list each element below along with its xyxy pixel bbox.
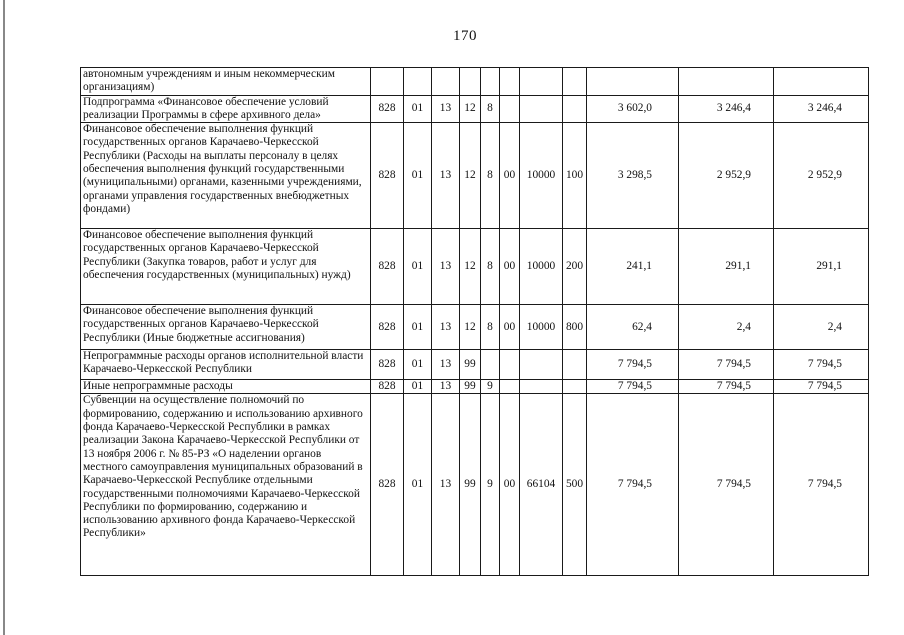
expense-type-code: 200 [563,229,587,305]
expense-name: Финансовое обеспечение выполнения функций государственных органов Карачаево-Черкесской Республики (Расходы на выплаты персоналу в целях обеспечения выполнения функций государственными (муниципальными) органами, казенными учреждениями, органами управления государственных внебюджетных фондами) [81,123,371,229]
program-code: 12 [460,95,481,123]
expense-type-code: 100 [563,123,587,229]
subprogram-code: 9 [481,394,500,576]
subprogram-code: 8 [481,229,500,305]
subsection-code: 13 [432,95,460,123]
amount-year-2: 3 246,4 [679,95,774,123]
amount-year-2: 7 794,5 [679,350,774,380]
table-row [81,350,869,380]
program-code: 99 [460,394,481,576]
main-event-code [500,350,520,380]
section-code [404,68,432,96]
section-code: 01 [404,394,432,576]
section-code: 01 [404,95,432,123]
amount-year-1: 62,4 [587,305,679,350]
budget-table-body [81,68,869,576]
ministry-code: 828 [371,305,404,350]
subprogram-code: 8 [481,305,500,350]
ministry-code: 828 [371,123,404,229]
ministry-code: 828 [371,229,404,305]
amount-year-2: 2,4 [679,305,774,350]
amount-year-3: 291,1 [774,229,869,305]
program-code [460,68,481,96]
expense-type-code: 500 [563,394,587,576]
amount-year-3 [774,68,869,96]
amount-year-3: 7 794,5 [774,350,869,380]
section-code: 01 [404,305,432,350]
amount-year-2: 7 794,5 [679,394,774,576]
amount-year-1 [587,68,679,96]
amount-year-2: 7 794,5 [679,380,774,394]
expense-type-code [563,380,587,394]
table-row [81,394,869,576]
amount-year-3: 7 794,5 [774,380,869,394]
expense-name: Иные непрограммные расходы [81,380,371,394]
amount-year-3: 2 952,9 [774,123,869,229]
table-row [81,305,869,350]
program-code: 99 [460,380,481,394]
program-code: 12 [460,229,481,305]
expense-name: Финансовое обеспечение выполнения функций государственных органов Карачаево-Черкесской Республики (Иные бюджетные ассигнования) [81,305,371,350]
amount-year-1: 3 298,5 [587,123,679,229]
subprogram-code: 9 [481,380,500,394]
expense-name: автономным учреждениям и иным некоммерческим организациям) [81,68,371,96]
amount-year-1: 241,1 [587,229,679,305]
amount-year-1: 7 794,5 [587,380,679,394]
main-event-code: 00 [500,305,520,350]
main-event-code: 00 [500,229,520,305]
amount-year-2: 2 952,9 [679,123,774,229]
subsection-code: 13 [432,123,460,229]
ministry-code: 828 [371,350,404,380]
main-event-code [500,380,520,394]
section-code: 01 [404,350,432,380]
amount-year-3: 3 246,4 [774,95,869,123]
program-code: 12 [460,123,481,229]
main-event-code [500,95,520,123]
main-event-code: 00 [500,123,520,229]
expense-type-code [563,68,587,96]
table-row [81,95,869,123]
subsection-code: 13 [432,394,460,576]
direction-code [520,380,563,394]
budget-table [80,67,869,576]
direction-code: 66104 [520,394,563,576]
expense-type-code [563,95,587,123]
expense-name: Подпрограмма «Финансовое обеспечение условий реализации Программы в сфере архивного дела» [81,95,371,123]
subsection-code: 13 [432,350,460,380]
ministry-code: 828 [371,394,404,576]
direction-code [520,350,563,380]
amount-year-1: 7 794,5 [587,350,679,380]
expense-type-code [563,350,587,380]
amount-year-2: 291,1 [679,229,774,305]
section-code: 01 [404,380,432,394]
subprogram-code [481,350,500,380]
amount-year-1: 7 794,5 [587,394,679,576]
ministry-code [371,68,404,96]
subsection-code [432,68,460,96]
section-code: 01 [404,123,432,229]
table-row [81,229,869,305]
amount-year-3: 7 794,5 [774,394,869,576]
amount-year-1: 3 602,0 [587,95,679,123]
program-code: 12 [460,305,481,350]
table-row [81,380,869,394]
section-code: 01 [404,229,432,305]
program-code: 99 [460,350,481,380]
amount-year-3: 2,4 [774,305,869,350]
main-event-code [500,68,520,96]
subsection-code: 13 [432,229,460,305]
direction-code: 10000 [520,305,563,350]
scan-left-edge [3,0,5,635]
expense-name: Непрограммные расходы органов исполнительной власти Карачаево-Черкесской Республики [81,350,371,380]
table-row [81,68,869,96]
main-event-code: 00 [500,394,520,576]
direction-code: 10000 [520,123,563,229]
ministry-code: 828 [371,380,404,394]
expense-name: Субвенции на осуществление полномочий по формированию, содержанию и использованию архивного фонда Карачаево-Черкесской Республики в рамках реализации Закона Карачаево-Черкесской Республики от 13 ноября 2006 г. № 85-РЗ «О наделении органов местного самоуправления муниципальных образований в Карачаево-Черкесской Республике отдельными государственными полномочиями Карачаево-Черкесской Республики по формированию, содержанию и использованию архивного фонда Карачаево-Черкесской Республики» [81,394,371,576]
expense-name: Финансовое обеспечение выполнения функций государственных органов Карачаево-Черкесской Республики (Закупка товаров, работ и услуг для обеспечения государственных (муниципальных) нужд) [81,229,371,305]
direction-code: 10000 [520,229,563,305]
subprogram-code: 8 [481,123,500,229]
amount-year-2 [679,68,774,96]
expense-type-code: 800 [563,305,587,350]
table-row [81,123,869,229]
direction-code [520,68,563,96]
page-number: 170 [453,28,477,44]
subsection-code: 13 [432,380,460,394]
subprogram-code: 8 [481,95,500,123]
subprogram-code [481,68,500,96]
direction-code [520,95,563,123]
ministry-code: 828 [371,95,404,123]
subsection-code: 13 [432,305,460,350]
